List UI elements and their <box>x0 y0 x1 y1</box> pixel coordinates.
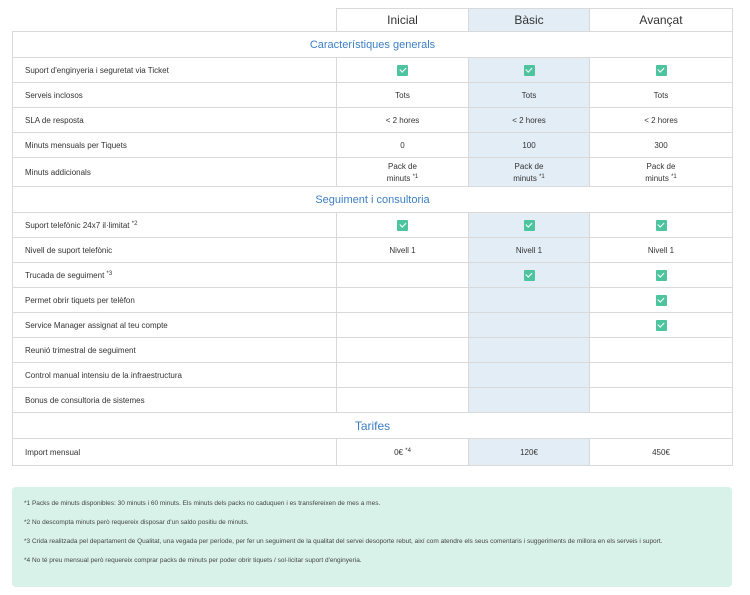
footnote: *1 Packs de minuts disponibles: 30 minuts i 60 minuts. Els minuts dels packs no caduquen i es transfereixen de mes a mes. <box>24 500 381 507</box>
table-row <box>13 133 733 158</box>
section-title-rates: Tarifes <box>13 413 733 439</box>
check-icon <box>397 220 408 231</box>
cell-value: Pack de minuts $^{*1}$ <box>469 158 590 187</box>
table-row <box>13 158 733 187</box>
cell-value: 0€ $^{*4}$ <box>337 439 469 466</box>
check-icon <box>524 220 535 231</box>
table-row <box>13 388 733 413</box>
footnote: *4 No té preu mensual però requereix comprar packs de minuts per poder obrir tiquets / sol·licitar suport d'enginyeria. <box>24 557 362 564</box>
table-row <box>13 238 733 263</box>
plan-header-inicial: Inicial <box>337 9 469 32</box>
check-icon <box>656 65 667 76</box>
table-row <box>13 288 733 313</box>
footnotes-panel <box>12 487 732 587</box>
row-label: Control manual intensiu de la infraestructura <box>13 363 337 388</box>
cell-value: 450€ <box>590 439 733 466</box>
cell-value: 120€ <box>469 439 590 466</box>
cell-value: 300 <box>590 133 733 158</box>
row-label: Suport telefònic 24x7 il·limitat $^{*2}$ <box>13 213 337 238</box>
row-label: Service Manager assignat al teu compte <box>13 313 337 338</box>
table-row <box>13 83 733 108</box>
row-label: Nivell de suport telefònic <box>13 238 337 263</box>
cell-value: Tots <box>337 83 469 108</box>
row-label: SLA de resposta <box>13 108 337 133</box>
table-row <box>13 313 733 338</box>
footnote: *3 Crida realitzada pel departament de Qualitat, una vegada per període, per fer un seguiment de la qualitat del servei desoporte rebut, així com atendre els seus comentaris i suggeriments de millora en els serveis i suport. <box>24 538 663 545</box>
table-row <box>13 439 733 466</box>
section-rates <box>13 413 733 439</box>
plan-header-avancat: Avançat <box>590 9 733 32</box>
table-row <box>13 338 733 363</box>
section-general <box>13 32 733 58</box>
table-row <box>13 108 733 133</box>
cell-value: Nivell 1 <box>337 238 469 263</box>
section-title-followup: Seguiment i consultoria <box>13 187 733 213</box>
plan-header-basic: Bàsic <box>469 9 590 32</box>
table-row <box>13 263 733 288</box>
plan-comparison-table <box>12 8 733 466</box>
header-blank-cell <box>13 9 337 32</box>
cell-value: < 2 hores <box>337 108 469 133</box>
cell-value: < 2 hores <box>469 108 590 133</box>
cell-value: Tots <box>469 83 590 108</box>
section-title-general: Característiques generals <box>13 32 733 58</box>
cell-value: Pack de minuts $^{*1}$ <box>337 158 469 187</box>
check-icon <box>524 270 535 281</box>
cell-value: Nivell 1 <box>469 238 590 263</box>
row-label: Import mensual <box>13 439 337 466</box>
plan-header-row <box>13 9 733 32</box>
row-label: Reunió trimestral de seguiment <box>13 338 337 363</box>
section-followup <box>13 187 733 213</box>
row-label: Serveis inclosos <box>13 83 337 108</box>
row-label: Minuts addicionals <box>13 158 337 187</box>
cell-value: Tots <box>590 83 733 108</box>
cell-value: < 2 hores <box>590 108 733 133</box>
row-label: Suport d'enginyeria i seguretat via Ticket <box>13 58 337 83</box>
row-label: Bonus de consultoria de sistemes <box>13 388 337 413</box>
cell-value: 100 <box>469 133 590 158</box>
check-icon <box>524 65 535 76</box>
check-icon <box>656 320 667 331</box>
table-row <box>13 58 733 83</box>
table-row <box>13 213 733 238</box>
footnote: *2 No descompta minuts però requereix disposar d'un saldo positiu de minuts. <box>24 519 249 526</box>
row-label: Trucada de seguiment $^{*3}$ <box>13 263 337 288</box>
cell-value: Pack de minuts $^{*1}$ <box>590 158 733 187</box>
row-label: Permet obrir tiquets per telèfon <box>13 288 337 313</box>
table-row <box>13 363 733 388</box>
check-icon <box>656 270 667 281</box>
row-label: Minuts mensuals per Tiquets <box>13 133 337 158</box>
check-icon <box>397 65 408 76</box>
cell-value: Nivell 1 <box>590 238 733 263</box>
check-icon <box>656 295 667 306</box>
cell-value: 0 <box>337 133 469 158</box>
check-icon <box>656 220 667 231</box>
